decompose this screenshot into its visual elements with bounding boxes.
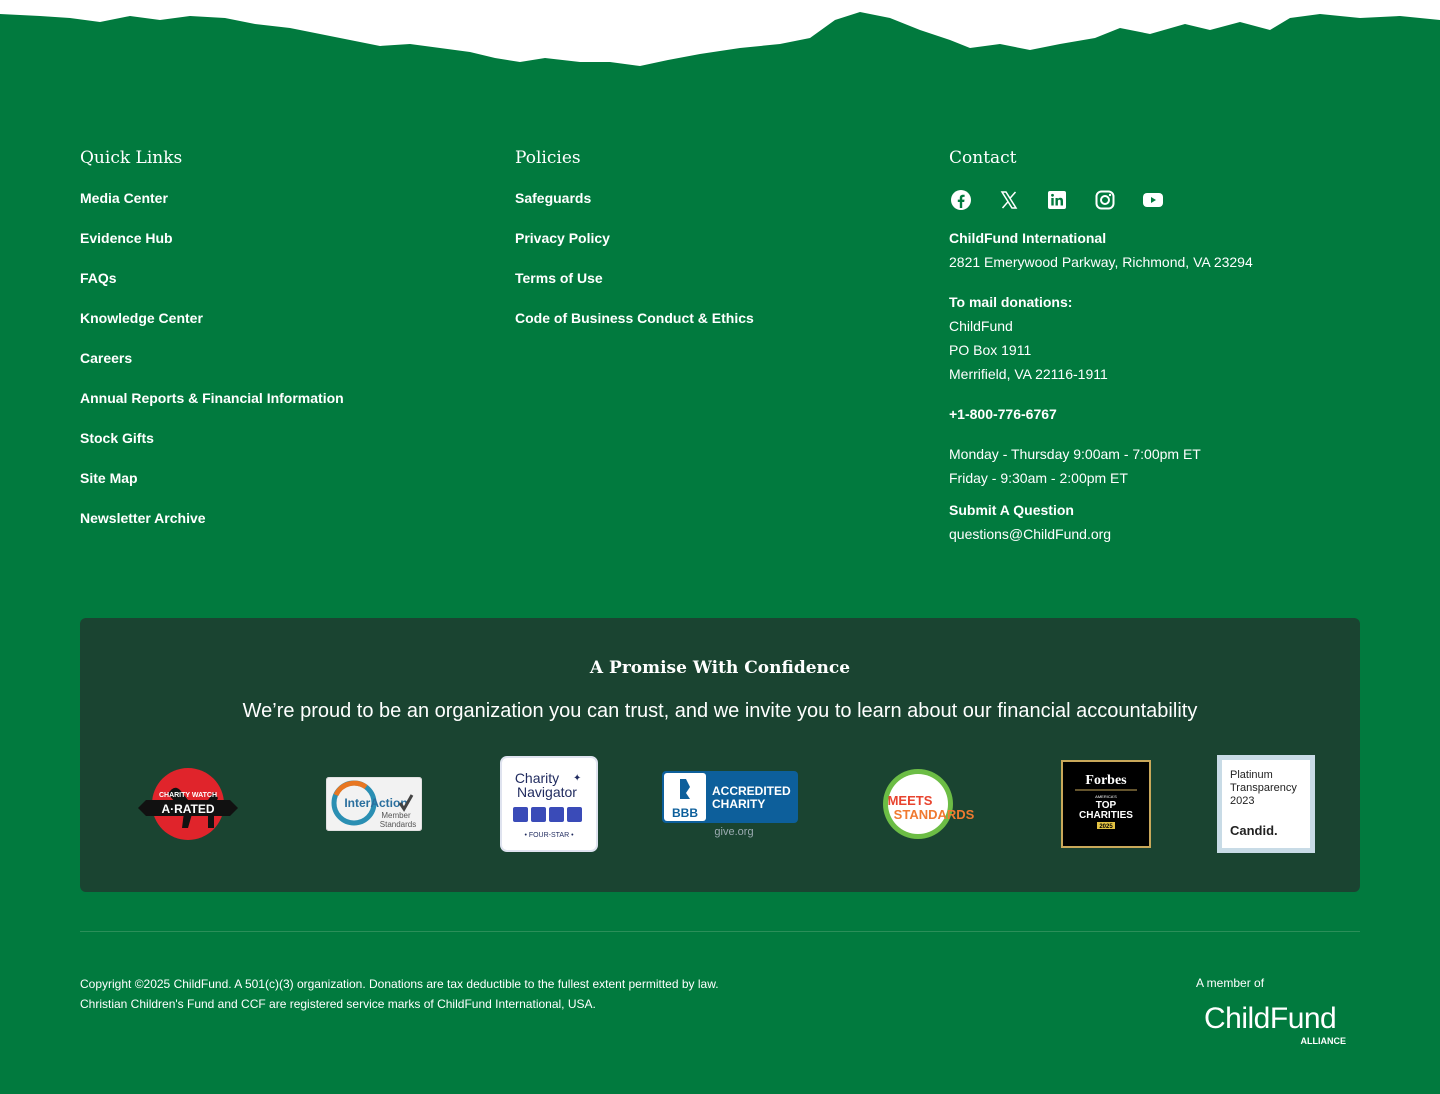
forbes-small-text: AMERICA'S	[1095, 794, 1117, 799]
mail-donations-label: To mail donations:	[949, 294, 1073, 310]
interaction-sub1-text: Member	[381, 811, 411, 820]
charitywatch-top-text: CHARITY WATCH	[158, 792, 218, 799]
charity-navigator-badge[interactable]	[499, 754, 599, 854]
mail-line-2: PO Box 1911	[949, 342, 1032, 358]
facebook-icon[interactable]	[949, 188, 973, 212]
forbes-title-text: Forbes	[1085, 773, 1127, 788]
bbb-line1-text: ACCREDITED	[712, 784, 791, 798]
copyright	[80, 974, 719, 1014]
candid-line1-text: Platinum	[1230, 769, 1273, 781]
link-knowledge-center[interactable]: Knowledge Center	[80, 310, 203, 326]
cn-sub-text: • FOUR-STAR •	[524, 832, 574, 839]
forbes-badge[interactable]	[1060, 754, 1152, 854]
x-icon[interactable]	[997, 188, 1021, 212]
policies-heading: Policies	[515, 148, 581, 168]
childfund-alliance-logo[interactable]	[1200, 998, 1360, 1048]
member-of-label: A member of	[1196, 976, 1265, 990]
torn-paper-edge	[0, 0, 1440, 80]
link-evidence-hub[interactable]: Evidence Hub	[80, 230, 173, 246]
candid-name-text: Candid.	[1230, 823, 1278, 838]
bbb-line2-text: CHARITY	[712, 797, 766, 811]
cn-line2-text: Navigator	[517, 784, 577, 800]
org-address: 2821 Emerywood Parkway, Richmond, VA 23294	[949, 254, 1253, 270]
meets-line1-text: MEETS	[887, 793, 933, 808]
interaction-badge[interactable]	[326, 754, 422, 854]
link-careers[interactable]: Careers	[80, 350, 133, 366]
alliance-sub-text: ALLIANCE	[1300, 1036, 1346, 1046]
link-faqs[interactable]: FAQs	[80, 270, 117, 286]
cn-line1-text: Charity	[514, 770, 560, 786]
charitywatch-main-text: A·RATED	[161, 802, 215, 816]
contact-heading: Contact	[949, 148, 1017, 168]
copyright-line-1: Copyright ©2025 ChildFund. A 501(c)(3) organization. Donations are tax deductible to the fullest extent permitted by law.	[80, 977, 719, 991]
forbes-line1-text: TOP	[1095, 800, 1117, 811]
link-stock-gifts[interactable]: Stock Gifts	[80, 430, 154, 446]
linkedin-icon[interactable]	[1045, 188, 1069, 212]
forbes-year-text: 2025	[1099, 824, 1113, 830]
interaction-sub2-text: Standards	[379, 820, 417, 829]
email-link[interactable]: questions@ChildFund.org	[949, 526, 1112, 542]
link-safeguards[interactable]: Safeguards	[515, 190, 592, 206]
charitywatch-badge[interactable]	[138, 754, 238, 854]
candid-year-text: 2023	[1230, 795, 1255, 807]
mail-line-3: Merrifield, VA 22116-1911	[949, 366, 1108, 382]
bbb-site-text: give.org	[714, 826, 754, 838]
youtube-icon[interactable]	[1141, 188, 1165, 212]
link-newsletter-archive[interactable]: Newsletter Archive	[80, 510, 206, 526]
bbb-logo-text: BBB	[672, 806, 698, 820]
forbes-line2-text: CHARITIES	[1079, 810, 1133, 821]
interaction-main-text: InterAction	[344, 796, 408, 810]
social-links	[949, 186, 1360, 226]
submit-question-label: Submit A Question	[949, 502, 1074, 518]
link-annual-reports[interactable]: Annual Reports & Financial Information	[80, 390, 344, 406]
bbb-badge[interactable]	[660, 754, 810, 854]
link-site-map[interactable]: Site Map	[80, 470, 138, 486]
copyright-line-2: Christian Children's Fund and CCF are registered service marks of ChildFund International, USA.	[80, 997, 596, 1011]
svg-text:✦: ✦	[573, 773, 582, 784]
meets-standards-badge[interactable]	[880, 754, 984, 854]
contact-column	[949, 146, 1360, 546]
quick-links-column	[80, 146, 344, 546]
instagram-icon[interactable]	[1093, 188, 1117, 212]
footer-columns	[80, 146, 1360, 566]
link-code-of-conduct[interactable]: Code of Business Conduct & Ethics	[515, 310, 754, 326]
meets-line2-text: STANDARDS	[893, 807, 975, 822]
link-terms-of-use[interactable]: Terms of Use	[515, 270, 603, 286]
link-privacy-policy[interactable]: Privacy Policy	[515, 230, 610, 246]
promise-panel	[80, 618, 1360, 892]
policies-column	[515, 146, 754, 346]
hours-friday: Friday - 9:30am - 2:00pm ET	[949, 470, 1128, 486]
hours-weekday: Monday - Thursday 9:00am - 7:00pm ET	[949, 446, 1201, 462]
footer-divider	[80, 931, 1360, 932]
candid-badge[interactable]	[1216, 754, 1316, 854]
phone-link[interactable]: +1-800-776-6767	[949, 406, 1057, 422]
org-name: ChildFund International	[949, 230, 1107, 246]
link-media-center[interactable]: Media Center	[80, 190, 168, 206]
trust-badges	[80, 754, 1360, 854]
quick-links-heading: Quick Links	[80, 148, 183, 168]
alliance-name-text: ChildFund	[1204, 1002, 1337, 1035]
promise-title: A Promise With Confidence	[589, 658, 851, 678]
mail-line-1: ChildFund	[949, 318, 1013, 334]
candid-line2-text: Transparency	[1230, 782, 1297, 794]
promise-subtitle: We’re proud to be an organization you can trust, and we invite you to learn about our financial accountability	[242, 700, 1198, 722]
